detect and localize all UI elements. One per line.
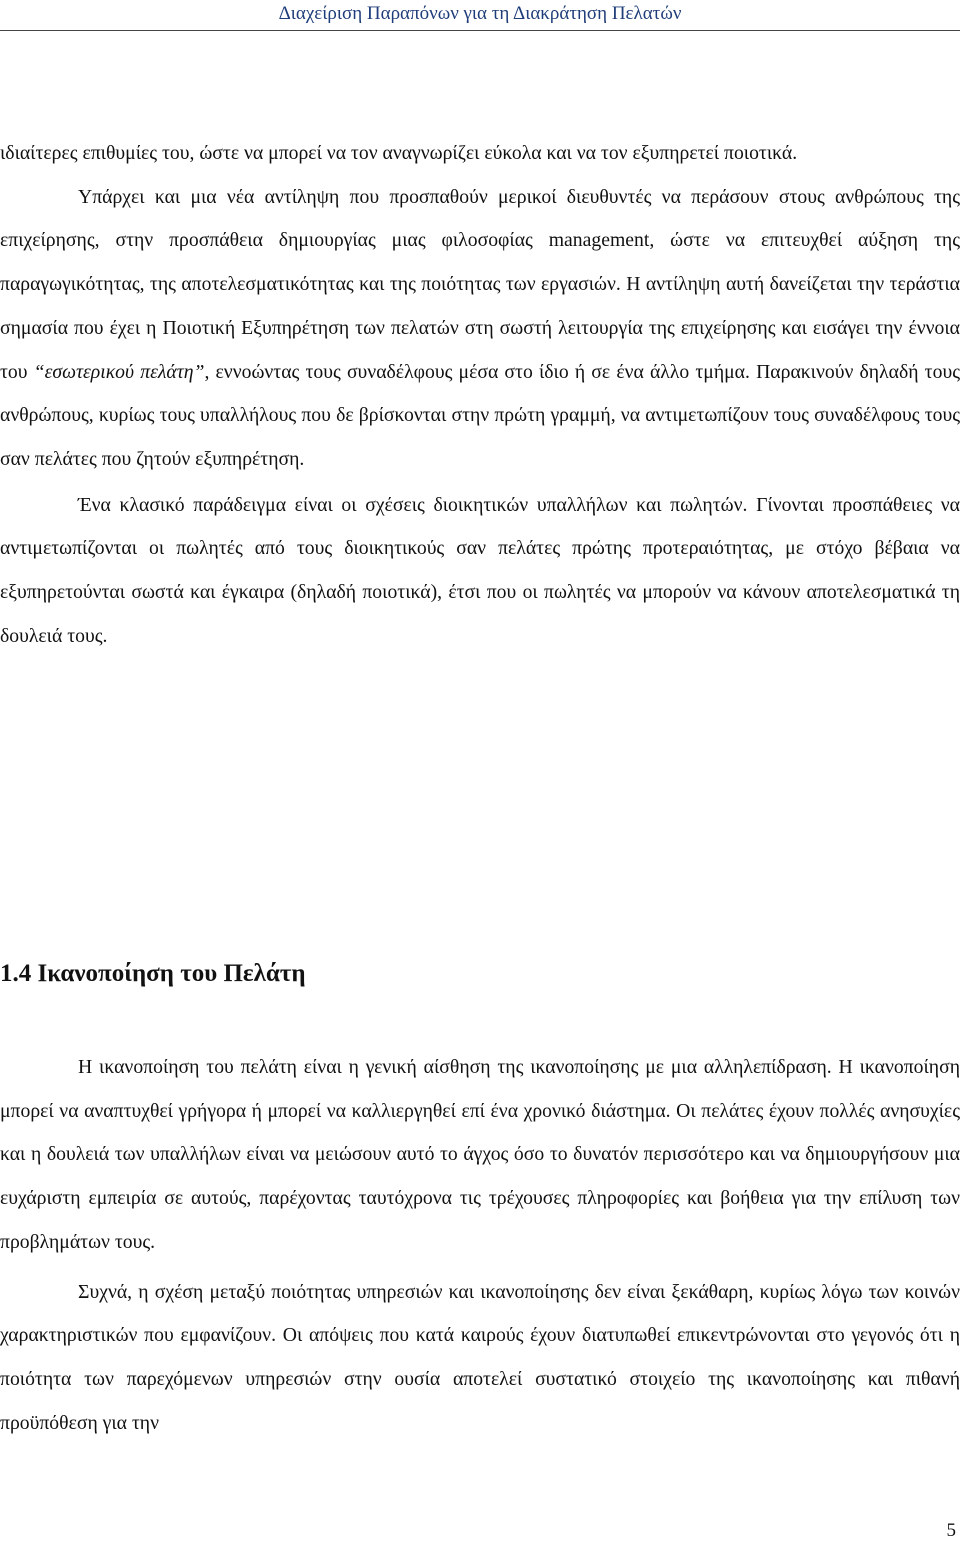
paragraph-continuation: ιδιαίτερες επιθυμίες του, ώστε να μπορεί να τον αναγνωρίζει εύκολα και να τον εξυπηρετεί ποιοτικά. <box>0 142 798 164</box>
header-divider <box>0 30 960 31</box>
page-number: 5 <box>946 1520 956 1541</box>
body-text-block-2 <box>0 1046 960 1445</box>
paragraph-text: Υπάρχει και μια νέα αντίληψη που προσπαθούν μερικοί διευθυντές να περάσουν στους ανθρώπους της επιχείρησης, στην προσπάθεια δημιουργίας μιας φιλοσοφίας management, ώστε να επιτευχθεί αύξηση της παραγωγικότητας, της αποτελεσματικότητας και της ποιότητας των εργασιών. Η αντίληψη αυτή δανείζεται την τεράστια σημασία που έχει η Ποιοτική Εξυπηρέτηση των πελατών στη σωστή λειτουργία της επιχείρησης και εισάγει την έννοια του <box>0 185 960 383</box>
paragraph-example: Ένα κλασικό παράδειγμα είναι οι σχέσεις διοικητικών υπαλλήλων και πωλητών. Γίνονται προσπάθειες να αντιμετωπίζονται οι πωλητές από τους διοικητικούς σαν πελάτες πρώτης προτεραιότητας, με στόχο βέβαια να εξυπηρετούνται σωστά και έγκαιρα (δηλαδή ποιοτικά), έτσι που οι πωλητές να μπορούν να κάνουν αποτελεσματικά τη δουλειά τους. <box>0 493 960 647</box>
paragraph-quality-relation: Συχνά, η σχέση μεταξύ ποιότητας υπηρεσιών και ικανοποίησης δεν είναι ξεκάθαρη, κυρίως λόγω των κοινών χαρακτηριστικών που εμφανίζουν. Οι απόψεις που κατά καιρούς έχουν διατυπωθεί επικεντρώνονται στο γεγονός ότι η ποιότητα των παρεχόμενων υπηρεσιών στην ουσία αποτελεί συστατικό στοιχείο της ικανοποίησης και πιθανή προϋπόθεση για την <box>0 1280 960 1434</box>
body-text-block-1 <box>0 132 960 658</box>
paragraph-text: , εννοώντας τους συναδέλφους μέσα στο ίδιο ή σε ένα άλλο τμήμα. Παρακινούν δηλαδή τους ανθρώπους, κυρίως τους υπαλλήλους που δε βρίσκονται στην πρώτη γραμμή, να αντιμετωπίζουν τους συναδέλφους τους σαν πελάτες που ζητούν εξυπηρέτηση. <box>0 360 960 470</box>
emphasized-term: “εσωτερικού πελάτη” <box>33 360 205 383</box>
paragraph-internal-customer <box>0 176 960 482</box>
section-heading: 1.4 Ικανοποίηση του Πελάτη <box>0 960 306 987</box>
paragraph-customer-satisfaction: Η ικανοποίηση του πελάτη είναι η γενική αίσθηση της ικανοποίησης με μια αλληλεπίδραση. Η ικανοποίηση μπορεί να αναπτυχθεί γρήγορα ή μπορεί να καλλιεργηθεί επί ένα χρονικό διάστημα. Οι πελάτες έχουν πολλές ανησυχίες και η δουλειά των υπαλλήλων είναι να μειώσουν αυτό το άγχος όσο το δυνατόν περισσότερο και να δημιουργήσουν μια ευχάριστη εμπειρία σε αυτούς, παρέχοντας ταυτόχρονα τις τρέχουσες πληροφορίες και βοήθεια για την επίλυση των προβλημάτων τους. <box>0 1056 960 1253</box>
running-header: Διαχείριση Παραπόνων για τη Διακράτηση Πελατών <box>278 3 682 24</box>
